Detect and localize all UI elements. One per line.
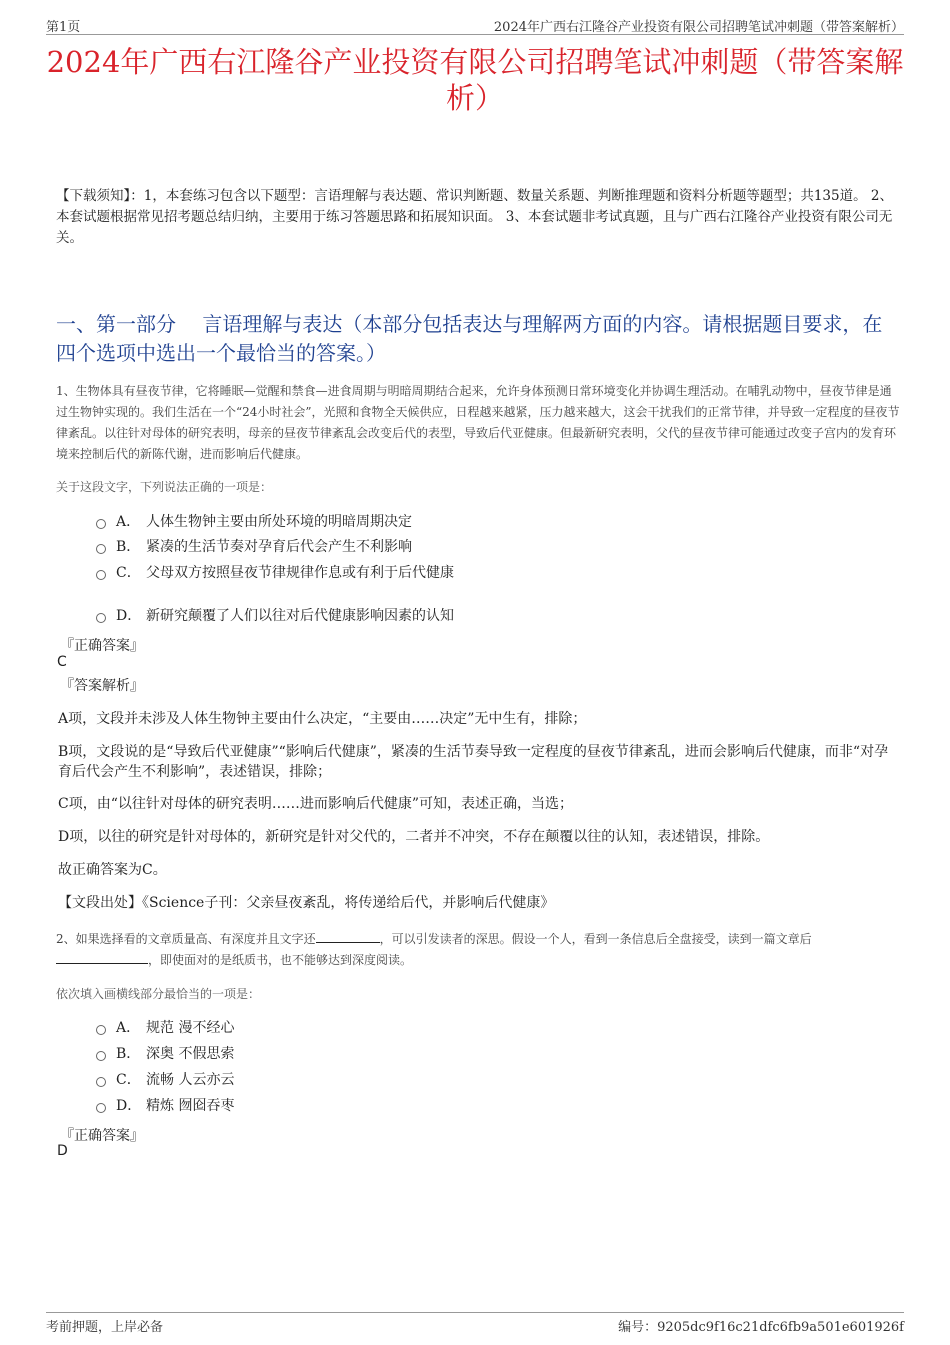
radio-icon[interactable]: [96, 519, 106, 529]
footer-code: 编号：9205dc9f16c21dfc6fb9a501e601926f: [618, 1320, 904, 1335]
q1-analysis-c: C项，由“以往针对母体的研究表明……进而影响后代健康”可知，表述正确，当选；: [58, 796, 574, 812]
q1-option-c[interactable]: C． 父母双方按照昼夜节律规律作息或有利于后代健康: [96, 563, 454, 583]
radio-icon[interactable]: [96, 1077, 106, 1087]
q2-option-c[interactable]: C． 流畅 人云亦云: [96, 1070, 234, 1090]
q1-analysis-b: B项，文段说的是“导致后代亚健康”“影响后代健康”，紧凑的生活节奏导致一定程度的昼夜节律紊乱，进而会影响后代健康，而非“对孕育后代会产生不利影响”，表述错误，排除；: [58, 744, 889, 780]
q2-answer-label: 『正确答案』: [60, 1128, 144, 1144]
q2-option-b[interactable]: B． 深奥 不假思索: [96, 1044, 234, 1064]
section-heading: 一、第一部分 言语理解与表达（本部分包括表达与理解两方面的内容。请根据题目要求，在四个选项中选出一个最恰当的答案。）: [56, 312, 883, 365]
q1-analysis-label: 『答案解析』: [60, 678, 144, 694]
page-number: 第1页: [46, 20, 81, 35]
radio-icon[interactable]: [96, 1025, 106, 1035]
radio-icon[interactable]: [96, 544, 106, 554]
q1-analysis-conclusion: 故正确答案为C。: [58, 862, 167, 878]
q1-option-b[interactable]: B． 紧凑的生活节奏对孕育后代会产生不利影响: [96, 537, 412, 557]
q1-answer-label: 『正确答案』: [60, 638, 144, 654]
q2-option-d[interactable]: D． 精炼 囫囵吞枣: [96, 1096, 234, 1116]
page-header: [46, 14, 904, 35]
radio-icon[interactable]: [96, 613, 106, 623]
radio-icon[interactable]: [96, 1103, 106, 1113]
q1-option-a[interactable]: A． 人体生物钟主要由所处环境的明暗周期决定: [96, 512, 412, 532]
q1-analysis-d: D项，以往的研究是针对母体的，新研究是针对父代的，二者并不冲突，不存在颠覆以往的认知，表述错误，排除。: [58, 829, 770, 845]
question-1-text: 1、生物体具有昼夜节律，它将睡眠—觉醒和禁食—进食周期与明暗周期结合起来，允许身体预测日常环境变化并协调生理活动。在哺乳动物中，昼夜节律是通过生物钟实现的。我们生活在一个“24小时社会”，光照和食物全天候供应，日程越来越紧，压力越来越大，这会干扰我们的正常节律，并导致一定程度的昼夜节律紊乱。以往针对母体的研究表明，母亲的昼夜节律紊乱会改变后代的表型，导致后代亚健康。但最新研究表明，父代的昼夜节律可能通过改变子宫内的发育环境来控制后代的新陈代谢，进而影响后代健康。: [56, 384, 900, 461]
document-title: 2024年广西右江隆谷产业投资有限公司招聘笔试冲刺题（带答案解析）: [46, 45, 904, 115]
fill-blank-2: [56, 951, 148, 964]
q1-answer: C: [57, 654, 67, 670]
footer-slogan: 考前押题，上岸必备: [46, 1320, 164, 1335]
question-1-prompt: 关于这段文字，下列说法正确的一项是：: [56, 480, 273, 494]
radio-icon[interactable]: [96, 1051, 106, 1061]
q1-source: 【文段出处】《Science子刊：父亲昼夜紊乱，将传递给后代，并影响后代健康》: [58, 895, 555, 911]
radio-icon[interactable]: [96, 570, 106, 580]
q2-answer: D: [57, 1143, 68, 1159]
fill-blank-1: [316, 930, 380, 943]
q1-analysis-a: A项，文段并未涉及人体生物钟主要由什么决定，“主要由……决定”无中生有，排除；: [58, 711, 587, 727]
download-notice: 【下载须知】：1，本套练习包含以下题型：言语理解与表达题、常识判断题、数量关系题、判断推理题和资料分析题等题型；共135道。 2、本套试题根据常见招考题总结归纳，主要用于练习答题思路和拓展知识面。 3、本套试题非考试真题，且与广西右江隆谷产业投资有限公司无关。: [56, 188, 893, 246]
header-doc-title: 2024年广西右江隆谷产业投资有限公司招聘笔试冲刺题（带答案解析）: [493, 20, 904, 35]
q1-option-d[interactable]: D． 新研究颠覆了人们以往对后代健康影响因素的认知: [96, 606, 454, 626]
page-footer: [46, 1312, 904, 1335]
q2-option-a[interactable]: A． 规范 漫不经心: [96, 1018, 234, 1038]
question-2-prompt: 依次填入画横线部分最恰当的一项是：: [56, 987, 261, 1001]
question-2-text: 2、如果选择看的文章质量高、有深度并且文字还 ，可以引发读者的深思。假设一个人，看到一条信息后全盘接受，读到一篇文章后，即使面对的是纸质书，也不能够达到深度阅读。: [56, 932, 812, 967]
